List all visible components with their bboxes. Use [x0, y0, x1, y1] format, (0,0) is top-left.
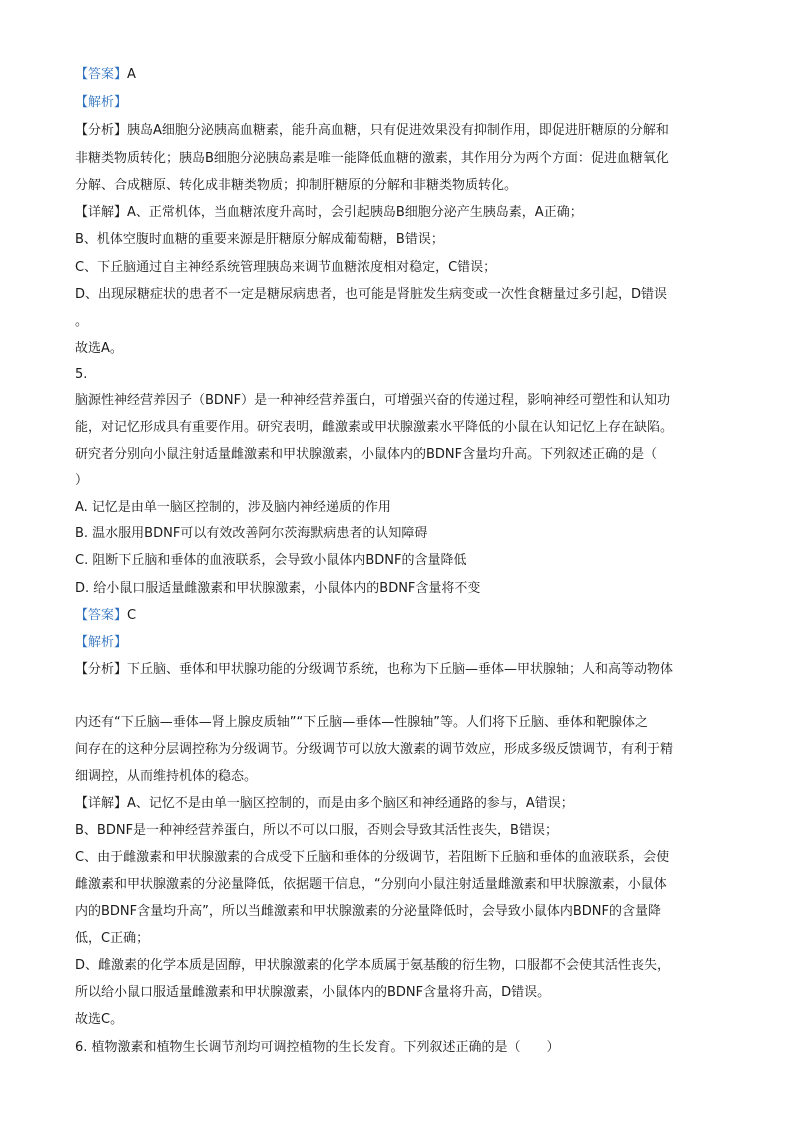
text-line: 【分析】下丘脑、垂体和甲状腺功能的分级调节系统，也称为下丘脑—垂体—甲状腺轴；人和高等动物体 [75, 662, 674, 677]
option-a: A. 记忆是由单一脑区控制的，涉及脑内神经递质的作用 [75, 500, 391, 515]
text-line: 低，C正确； [75, 931, 150, 946]
option-c: C. 阻断下丘脑和垂体的血液联系，会导致小鼠体内BDNF的含量降低 [75, 553, 467, 568]
text-line: 【分析】胰岛A细胞分泌胰高血糖素，能升高血糖，只有促进效果没有抑制作用，即促进肝糖原的分解和 [75, 123, 669, 138]
text-line: C、下丘脑通过自主神经系统管理胰岛来调节血糖浓度相对稳定，C错误； [75, 260, 497, 275]
question-text: 能，对记忆形成具有重要作用。研究表明，雌激素或甲状腺激素水平降低的小鼠在认知记忆上存在缺陷。 [75, 420, 674, 435]
text-line: C、由于雌激素和甲状腺激素的合成受下丘脑和垂体的分级调节，若阻断下丘脑和垂体的血液联系，会使 [75, 850, 670, 865]
text-line: 所以给小鼠口服适量雌激素和甲状腺激素，小鼠体内的BDNF含量将升高，D错误。 [75, 985, 551, 1000]
text-line: 间存在的这种分层调控称为分级调节。分级调节可以放大激素的调节效应，形成多级反馈调节，有利于精 [75, 742, 674, 757]
option-b: B. 温水服用BDNF可以有效改善阿尔茨海默病患者的认知障碍 [75, 526, 428, 541]
text-line: B、机体空腹时血糖的重要来源是肝糖原分解成葡萄糖，B错误； [75, 232, 444, 247]
answer-line [75, 66, 720, 84]
text-line: 细调控，从而维持机体的稳态。 [75, 769, 258, 784]
text-line: D、出现尿糖症状的患者不一定是糖尿病患者，也可能是肾脏发生病变或一次性食糖量过多引起，D错误 [75, 287, 668, 302]
option-d: D. 给小鼠口服适量雌激素和甲状腺激素，小鼠体内的BDNF含量将不变 [75, 581, 481, 596]
text-line: 非糖类物质转化；胰岛B细胞分泌胰岛素是唯一能降低血糖的激素，其作用分为两个方面：促进血糖氧化 [75, 151, 669, 166]
text-line: D、雌激素的化学本质是固醇，甲状腺激素的化学本质属于氨基酸的衍生物，口服都不会使其活性丧失， [75, 958, 671, 973]
question-text: ） [75, 473, 89, 488]
analysis-heading [75, 634, 720, 652]
analysis-heading [75, 94, 720, 112]
answer-value: A [127, 67, 136, 82]
question-text: 6. 植物激素和植物生长调节剂均可调控植物的生长发育。下列叙述正确的是（ ） [75, 1040, 560, 1055]
text-line: 。 [75, 314, 89, 329]
text-line: 雌激素和甲状腺激素的分泌量降低，依据题干信息，“分别向小鼠注射适量雌激素和甲状腺激素，小鼠体 [75, 877, 667, 892]
answer-label: 【答案】 [75, 608, 128, 623]
answer-label: 【答案】 [75, 67, 128, 82]
text-line: 【详解】A、记忆不是由单一脑区控制的，而是由多个脑区和神经通路的参与，A错误； [75, 796, 574, 811]
text-line: 故选A。 [75, 341, 123, 356]
answer-line [75, 607, 720, 625]
text-line: 分解、合成糖原、转化成非糖类物质；抑制肝糖原的分解和非糖类物质转化。 [75, 178, 518, 193]
question-text: 研究者分别向小鼠注射适量雌激素和甲状腺激素，小鼠体内的BDNF含量均升高。下列叙述正确的是（ [75, 447, 658, 462]
analysis-label: 【解析】 [75, 95, 128, 110]
question-text: 脑源性神经营养因子（BDNF）是一种神经营养蛋白，可增强兴奋的传递过程，影响神经可塑性和认知功 [75, 393, 671, 408]
answer-value: C [127, 608, 137, 623]
analysis-label: 【解析】 [75, 635, 128, 650]
question-number: 5. [75, 367, 88, 382]
text-line: B、BDNF是一种神经营养蛋白，所以不可以口服，否则会导致其活性丧失，B错误； [75, 823, 558, 838]
text-line: 【详解】A、正常机体，当血糖浓度升高时，会引起胰岛B细胞分泌产生胰岛素，A正确； [75, 205, 583, 220]
text-line: 故选C。 [75, 1012, 124, 1027]
text-line: 内的BDNF含量均升高”，所以当雌激素和甲状腺激素的分泌量降低时，会导致小鼠体内BDNF的含量降 [75, 904, 661, 919]
text-line: 内还有“下丘脑—垂体—肾上腺皮质轴”“下丘脑—垂体—性腺轴”等。人们将下丘脑、垂体和靶腺体之 [75, 715, 648, 730]
